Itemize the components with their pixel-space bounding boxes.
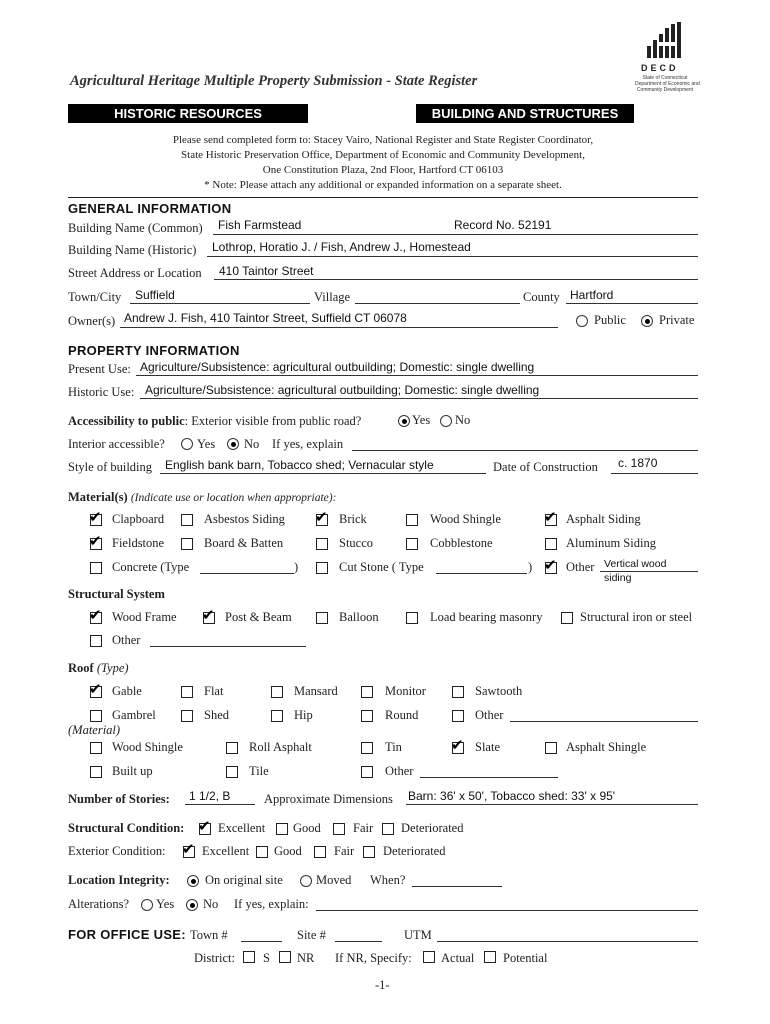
cobblestone-label: Cobblestone — [430, 536, 493, 550]
aluminum-siding-label: Aluminum Siding — [566, 536, 656, 550]
ext-deteriorated-label: Deteriorated — [383, 844, 446, 858]
town-label: Town/City — [68, 290, 122, 304]
ext-good-checkbox[interactable] — [256, 846, 268, 858]
interior-yes-radio[interactable] — [181, 438, 193, 450]
wood-frame-check-icon: ✔ — [89, 606, 102, 624]
dimensions-line — [406, 804, 698, 805]
exterior-visible-no-radio[interactable] — [440, 415, 452, 427]
header-building-structures: BUILDING AND STRUCTURES — [416, 104, 634, 123]
monitor-checkbox[interactable] — [361, 686, 373, 698]
roof-heading: Roof — [68, 661, 94, 675]
public-label: Public — [594, 313, 626, 327]
ext-excellent-check-icon: ✔ — [182, 840, 195, 858]
street-address-line — [214, 279, 698, 280]
building-common-value[interactable]: Fish Farmstead — [218, 218, 302, 232]
town-value[interactable]: Suffield — [135, 288, 175, 302]
balloon-label: Balloon — [339, 610, 379, 624]
materials-hint: (Indicate use or location when appropriate): — [130, 492, 337, 504]
interior-explain-line[interactable] — [352, 450, 698, 451]
gambrel-label: Gambrel — [112, 708, 156, 722]
exterior-visible-yes-label: Yes — [412, 413, 431, 427]
office-actual-label: Actual — [441, 951, 475, 965]
materials-heading: Material(s) — [68, 490, 128, 504]
built-up-checkbox[interactable] — [90, 766, 102, 778]
alterations-no-label: No — [203, 897, 219, 911]
decd-building-icon — [645, 20, 687, 60]
struct-excellent-label: Excellent — [218, 821, 266, 835]
concrete-label: Concrete (Type — [112, 560, 190, 574]
village-label: Village — [314, 290, 351, 304]
stories-value[interactable]: 1 1/2, B — [189, 789, 231, 803]
aluminum-siding-checkbox[interactable] — [545, 538, 557, 550]
struct-excellent-check-icon: ✔ — [198, 817, 211, 835]
board-batten-label: Board & Batten — [204, 536, 284, 550]
office-site-label: Site # — [297, 928, 326, 942]
office-use-label: FOR OFFICE USE: — [68, 927, 186, 942]
village-line — [355, 303, 520, 304]
alterations-no-radio[interactable] — [186, 899, 198, 911]
building-historic-line — [207, 256, 698, 257]
structural-iron-label: Structural iron or steel — [580, 610, 693, 624]
cut-stone-type-line[interactable] — [436, 573, 527, 574]
mansard-label: Mansard — [294, 684, 338, 698]
concrete-checkbox[interactable] — [90, 562, 102, 574]
office-utm-label: UTM — [404, 928, 432, 942]
fieldstone-check-icon: ✔ — [89, 532, 102, 550]
material-other-value-1[interactable]: Vertical wood — [604, 558, 667, 570]
structural-system-heading: Structural System — [68, 587, 165, 601]
building-historic-value[interactable]: Lothrop, Horatio J. / Fish, Andrew J., Homestead — [212, 240, 471, 254]
style-label: Style of building — [68, 460, 153, 474]
wood-shingle-label: Wood Shingle — [430, 512, 501, 526]
roof-type-other-line[interactable] — [510, 721, 698, 722]
board-batten-checkbox[interactable] — [181, 538, 193, 550]
street-address-label: Street Address or Location — [68, 266, 202, 280]
struct-fair-label: Fair — [353, 821, 374, 835]
stucco-label: Stucco — [339, 536, 374, 550]
owner-label: Owner(s) — [68, 314, 116, 328]
office-district-label: District: — [194, 951, 235, 965]
material-other-value-2[interactable]: siding — [604, 572, 632, 584]
alterations-explain-line[interactable] — [316, 910, 698, 911]
building-common-label: Building Name (Common) — [68, 221, 203, 235]
structural-other-label: Other — [112, 633, 141, 647]
asbestos-checkbox[interactable] — [181, 514, 193, 526]
instruction-note: * Note: Please attach any additional or expanded information on a separate sheet. — [204, 179, 562, 191]
office-s-checkbox[interactable] — [243, 951, 255, 963]
date-construction-value[interactable]: c. 1870 — [618, 456, 658, 470]
materials-heading-row — [68, 490, 336, 505]
brick-check-icon: ✔ — [315, 508, 328, 526]
wood-frame-label: Wood Frame — [112, 610, 177, 624]
private-radio[interactable] — [641, 315, 653, 327]
decd-logo-name: DECD — [641, 63, 679, 73]
structural-other-line[interactable] — [150, 646, 306, 647]
asbestos-label: Asbestos Siding — [204, 512, 285, 526]
county-value[interactable]: Hartford — [570, 288, 614, 302]
office-town-label: Town # — [190, 928, 228, 942]
gable-check-icon: ✔ — [89, 680, 102, 698]
instruction-line-1: Please send completed form to: Stacey Vairo, National Register and State Register Coordinator, — [172, 134, 594, 146]
balloon-checkbox[interactable] — [316, 612, 328, 624]
date-construction-line — [611, 473, 698, 474]
exterior-visible-yes-radio[interactable] — [398, 415, 410, 427]
public-radio[interactable] — [576, 315, 588, 327]
county-label: County — [523, 290, 560, 304]
office-site-line[interactable] — [335, 941, 382, 942]
office-town-line[interactable] — [241, 941, 282, 942]
roof-type-other-checkbox[interactable] — [452, 710, 464, 722]
interior-yes-label: Yes — [197, 437, 216, 451]
struct-good-label: Good — [293, 821, 321, 835]
header-bar-outline — [68, 104, 698, 123]
roof-material-hint: (Material) — [68, 723, 121, 737]
shed-label: Shed — [204, 708, 229, 722]
round-checkbox[interactable] — [361, 710, 373, 722]
dimensions-label: Approximate Dimensions — [264, 792, 393, 806]
gambrel-checkbox[interactable] — [90, 710, 102, 722]
moved-radio[interactable] — [300, 875, 312, 887]
office-nr-checkbox[interactable] — [279, 951, 291, 963]
page-number: -1- — [375, 978, 390, 992]
street-address-value[interactable]: 410 Taintor Street — [219, 264, 314, 278]
structural-condition-label: Structural Condition: — [68, 821, 185, 835]
accessibility-row — [68, 414, 361, 429]
ext-deteriorated-checkbox[interactable] — [363, 846, 375, 858]
office-potential-label: Potential — [503, 951, 548, 965]
slate-check-icon: ✔ — [451, 736, 464, 754]
alterations-yes-radio[interactable] — [141, 899, 153, 911]
alterations-explain-label: If yes, explain: — [234, 897, 309, 911]
alterations-label: Alterations? — [68, 897, 130, 911]
office-potential-checkbox[interactable] — [484, 951, 496, 963]
present-use-value[interactable]: Agriculture/Subsistence: agricultural outbuilding; Domestic: single dwelling — [140, 360, 535, 374]
clapboard-check-icon: ✔ — [89, 508, 102, 526]
roll-asphalt-checkbox[interactable] — [226, 742, 238, 754]
roof-material-other-line[interactable] — [420, 777, 558, 778]
accessibility-question: : Exterior visible from public road? — [184, 414, 362, 428]
tin-label: Tin — [385, 740, 402, 754]
round-label: Round — [385, 708, 419, 722]
interior-explain-label: If yes, explain — [272, 437, 344, 451]
cut-stone-checkbox[interactable] — [316, 562, 328, 574]
stories-line — [185, 804, 255, 805]
asphalt-siding-label: Asphalt Siding — [566, 512, 641, 526]
town-line — [130, 303, 310, 304]
cut-stone-label: Cut Stone ( Type — [339, 560, 424, 574]
accessibility-label: Accessibility to public — [68, 414, 185, 428]
decd-logo-subtext: State of Connecticut Department of Economic and Community Development — [635, 75, 700, 93]
exterior-condition-label: Exterior Condition: — [68, 844, 166, 858]
style-line — [160, 473, 486, 474]
owner-value[interactable]: Andrew J. Fish, 410 Taintor Street, Suffield CT 06078 — [124, 311, 407, 325]
moved-label: Moved — [316, 873, 352, 887]
ext-fair-label: Fair — [334, 844, 355, 858]
dimensions-value[interactable]: Barn: 36' x 50', Tobacco shed: 33' x 95' — [408, 789, 616, 803]
roof-material-other-checkbox[interactable] — [361, 766, 373, 778]
material-other-check-icon: ✔ — [544, 556, 557, 574]
property-info-heading: PROPERTY INFORMATION — [68, 343, 240, 358]
original-site-label: On original site — [205, 873, 283, 887]
header-historic-resources: HISTORIC RESOURCES — [68, 104, 308, 123]
post-beam-label: Post & Beam — [225, 610, 292, 624]
slate-label: Slate — [475, 740, 500, 754]
instruction-line-3: One Constitution Plaza, 2nd Floor, Hartford CT 06103 — [262, 164, 504, 176]
private-label: Private — [659, 313, 695, 327]
building-common-line — [213, 234, 698, 235]
hip-checkbox[interactable] — [271, 710, 283, 722]
form-title: Agricultural Heritage Multiple Property Submission - State Register — [70, 73, 478, 89]
historic-use-line — [140, 398, 698, 399]
roof-type-hint: (Type) — [96, 661, 129, 675]
load-bearing-checkbox[interactable] — [406, 612, 418, 624]
cut-stone-paren: ) — [528, 560, 533, 574]
office-if-nr-label: If NR, Specify: — [335, 951, 412, 965]
roof-wood-shingle-checkbox[interactable] — [90, 742, 102, 754]
when-line[interactable] — [412, 886, 502, 887]
clapboard-label: Clapboard — [112, 512, 165, 526]
roof-wood-shingle-label: Wood Shingle — [112, 740, 183, 754]
style-value[interactable]: English bank barn, Tobacco shed; Vernacular style — [165, 458, 434, 472]
asphalt-siding-check-icon: ✔ — [544, 508, 557, 526]
asphalt-shingle-label: Asphalt Shingle — [566, 740, 647, 754]
asphalt-shingle-checkbox[interactable] — [545, 742, 557, 754]
alterations-yes-label: Yes — [156, 897, 175, 911]
roof-type-other-label: Other — [475, 708, 504, 722]
tile-label: Tile — [249, 764, 269, 778]
present-use-label: Present Use: — [68, 362, 131, 376]
material-other-label: Other — [566, 560, 595, 574]
historic-use-label: Historic Use: — [68, 385, 135, 399]
general-info-heading: GENERAL INFORMATION — [68, 201, 232, 216]
struct-fair-checkbox[interactable] — [333, 823, 345, 835]
wood-shingle-checkbox[interactable] — [406, 514, 418, 526]
office-actual-checkbox[interactable] — [423, 951, 435, 963]
sawtooth-checkbox[interactable] — [452, 686, 464, 698]
brick-label: Brick — [339, 512, 367, 526]
flat-label: Flat — [204, 684, 224, 698]
struct-deteriorated-checkbox[interactable] — [382, 823, 394, 835]
gable-label: Gable — [112, 684, 142, 698]
office-utm-line[interactable] — [437, 941, 698, 942]
concrete-paren: ) — [294, 560, 299, 574]
county-line — [566, 303, 698, 304]
interior-no-radio[interactable] — [227, 438, 239, 450]
instruction-line-2: State Historic Preservation Office, Department of Economic and Community Development, — [181, 149, 585, 161]
building-historic-label: Building Name (Historic) — [68, 243, 197, 257]
structural-iron-checkbox[interactable] — [561, 612, 573, 624]
stucco-checkbox[interactable] — [316, 538, 328, 550]
present-use-line — [136, 375, 698, 376]
roll-asphalt-label: Roll Asphalt — [249, 740, 312, 754]
roof-heading-row — [68, 661, 129, 676]
mansard-checkbox[interactable] — [271, 686, 283, 698]
historic-use-value[interactable]: Agriculture/Subsistence: agricultural outbuilding; Domestic: single dwelling — [145, 383, 540, 397]
office-nr-label: NR — [297, 951, 315, 965]
cobblestone-checkbox[interactable] — [406, 538, 418, 550]
section-divider — [68, 197, 698, 198]
post-beam-check-icon: ✔ — [202, 606, 215, 624]
ext-excellent-label: Excellent — [202, 844, 250, 858]
ext-fair-checkbox[interactable] — [314, 846, 326, 858]
monitor-label: Monitor — [385, 684, 426, 698]
load-bearing-label: Load bearing masonry — [430, 610, 543, 624]
roof-material-other-label: Other — [385, 764, 414, 778]
hip-label: Hip — [294, 708, 313, 722]
tile-checkbox[interactable] — [226, 766, 238, 778]
shed-checkbox[interactable] — [181, 710, 193, 722]
structural-other-checkbox[interactable] — [90, 635, 102, 647]
struct-good-checkbox[interactable] — [276, 823, 288, 835]
record-number: Record No. 52191 — [454, 218, 552, 232]
stories-label: Number of Stories: — [68, 792, 170, 806]
struct-deteriorated-label: Deteriorated — [401, 821, 464, 835]
location-integrity-label: Location Integrity: — [68, 873, 170, 887]
built-up-label: Built up — [112, 764, 153, 778]
date-construction-label: Date of Construction — [493, 460, 598, 474]
original-site-radio[interactable] — [187, 875, 199, 887]
concrete-type-line[interactable] — [200, 573, 294, 574]
fieldstone-label: Fieldstone — [112, 536, 165, 550]
exterior-visible-no-label: No — [455, 413, 471, 427]
flat-checkbox[interactable] — [181, 686, 193, 698]
ext-good-label: Good — [274, 844, 302, 858]
owner-line — [120, 327, 558, 328]
office-s-label: S — [263, 951, 270, 965]
when-label: When? — [370, 873, 406, 887]
tin-checkbox[interactable] — [361, 742, 373, 754]
interior-no-label: No — [244, 437, 260, 451]
sawtooth-label: Sawtooth — [475, 684, 523, 698]
interior-accessible-label: Interior accessible? — [68, 437, 165, 451]
